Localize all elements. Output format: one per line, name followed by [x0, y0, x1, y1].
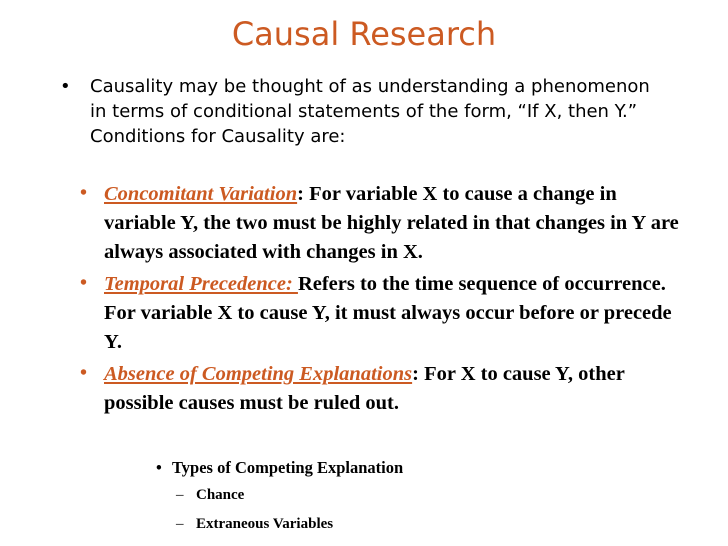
list-item	[176, 485, 636, 505]
condition-separator: :	[297, 183, 304, 205]
conditions-list	[80, 180, 690, 421]
sub-item-text: Types of Competing Explanation	[172, 458, 404, 477]
condition-description: For X to cause Y, other possible causes must be ruled out.	[104, 363, 625, 414]
bullet-icon: •	[80, 272, 88, 294]
bullet-icon: •	[80, 182, 88, 204]
intro-text: Causality may be thought of as understanding a phenomenon in terms of conditional statements of the form, “If X, then Y.” Conditions for Causality are:	[90, 76, 650, 147]
condition-term: Temporal Precedence	[104, 273, 286, 295]
bullet-icon: •	[80, 362, 88, 384]
condition-temporal-precedence	[80, 270, 690, 357]
condition-description: For variable X to cause a change in variable Y, the two must be highly related in that changes in Y are always associated with changes in X.	[104, 183, 679, 263]
list-item-text: Extraneous Variables	[196, 516, 334, 532]
list-item	[176, 514, 636, 534]
condition-term: Concomitant Variation	[104, 183, 298, 205]
slide-title: Causal Research	[231, 15, 497, 53]
condition-concomitant-variation	[80, 180, 690, 267]
condition-separator: :	[412, 363, 419, 385]
condition-absence-of-competing-explanations	[80, 360, 690, 418]
competing-explanations-list	[156, 457, 636, 543]
dash-icon: –	[176, 487, 184, 503]
intro-bullet-item	[60, 74, 660, 149]
list-item	[156, 457, 636, 479]
condition-description: Refers to the time sequence of occurrence. For variable X to cause Y, it must always occur before or precede Y.	[104, 273, 672, 353]
competing-explanation-types	[176, 485, 636, 534]
dash-icon: –	[176, 516, 184, 532]
condition-term: Absence of Competing Explanations	[104, 363, 413, 385]
bullet-icon: •	[156, 458, 162, 477]
bullet-icon: •	[60, 76, 71, 97]
list-item-text: Chance	[196, 487, 245, 503]
condition-separator: :	[285, 273, 298, 295]
